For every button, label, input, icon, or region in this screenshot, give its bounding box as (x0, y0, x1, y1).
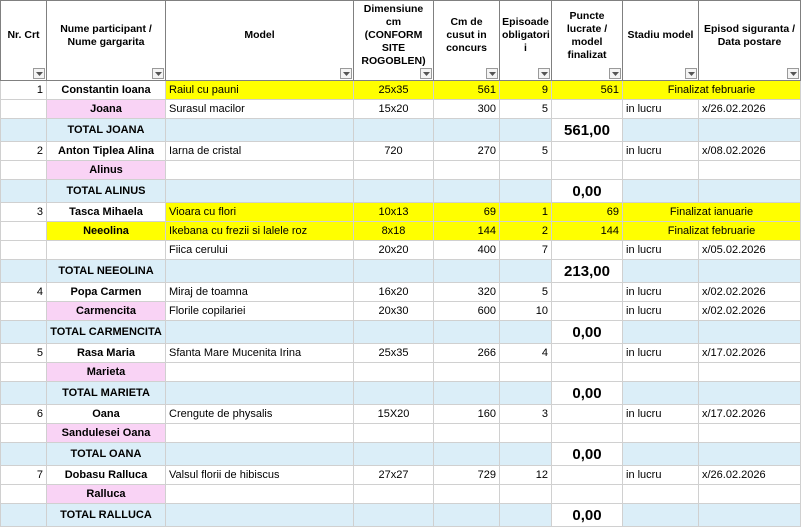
cell-empty[interactable] (699, 504, 801, 527)
total-value[interactable]: 561,00 (552, 119, 623, 142)
cell-participant[interactable]: Dobasu Ralluca (47, 466, 166, 485)
cell-episoade[interactable]: 5 (500, 142, 552, 161)
cell-participant[interactable]: Rasa Maria (47, 344, 166, 363)
cell-episod[interactable]: x/02.02.2026 (699, 283, 801, 302)
cell-stadiu-merged[interactable]: Finalizat februarie (623, 222, 801, 241)
cell-episoade[interactable]: 4 (500, 344, 552, 363)
cell-dimensiune[interactable]: 20x30 (354, 302, 434, 321)
table-row (1, 100, 801, 119)
cell-puncte[interactable] (552, 344, 623, 363)
cell-empty[interactable] (354, 260, 434, 283)
cell-episoade[interactable] (500, 424, 552, 443)
filter-dropdown-icon[interactable] (538, 68, 550, 79)
cell-stadiu[interactable] (623, 161, 699, 180)
table-row (1, 363, 801, 382)
cell-participant[interactable]: Oana (47, 405, 166, 424)
cell-episod[interactable]: x/26.02.2026 (699, 100, 801, 119)
cell-empty[interactable] (699, 119, 801, 142)
total-row (1, 443, 801, 466)
table-row (1, 466, 801, 485)
cell-empty[interactable] (166, 119, 354, 142)
cell-stadiu[interactable]: in lucru (623, 405, 699, 424)
cell-episoade[interactable]: 12 (500, 466, 552, 485)
cell-cm[interactable]: 69 (434, 203, 500, 222)
cell-dimensiune[interactable]: 720 (354, 142, 434, 161)
cell-stadiu[interactable] (623, 363, 699, 382)
cell-empty[interactable] (166, 260, 354, 283)
cell-empty[interactable] (434, 180, 500, 203)
cell-dimensiune[interactable] (354, 363, 434, 382)
filter-dropdown-icon[interactable] (609, 68, 621, 79)
table-row (1, 222, 801, 241)
cell-stadiu[interactable]: in lucru (623, 241, 699, 260)
total-label[interactable]: TOTAL RALLUCA (47, 504, 166, 527)
cell-nr[interactable] (1, 161, 47, 180)
cell-model[interactable]: Ikebana cu frezii si lalele roz (166, 222, 354, 241)
cell-puncte[interactable] (552, 405, 623, 424)
table-row (1, 161, 801, 180)
cell-episod[interactable] (699, 485, 801, 504)
table-row (1, 142, 801, 161)
cell-stadiu[interactable]: in lucru (623, 283, 699, 302)
cell-empty[interactable] (623, 504, 699, 527)
total-row (1, 119, 801, 142)
cell-episod[interactable]: x/08.02.2026 (699, 142, 801, 161)
total-value[interactable]: 213,00 (552, 260, 623, 283)
cell-nr[interactable] (1, 222, 47, 241)
cell-participant[interactable]: Ralluca (47, 485, 166, 504)
cell-puncte[interactable] (552, 100, 623, 119)
total-row (1, 260, 801, 283)
table-row (1, 81, 801, 100)
cell-episod[interactable]: x/02.02.2026 (699, 302, 801, 321)
cell-empty[interactable] (354, 180, 434, 203)
cell-empty[interactable] (623, 119, 699, 142)
cell-participant[interactable]: Alinus (47, 161, 166, 180)
header-row (1, 1, 801, 81)
cell-participant[interactable]: Popa Carmen (47, 283, 166, 302)
total-value[interactable]: 0,00 (552, 443, 623, 466)
cell-cm[interactable]: 561 (434, 81, 500, 100)
cell-nr[interactable] (1, 363, 47, 382)
cell-dimensiune[interactable] (354, 424, 434, 443)
cell-cm[interactable]: 266 (434, 344, 500, 363)
cell-episoade[interactable] (500, 161, 552, 180)
cell-empty[interactable] (500, 382, 552, 405)
total-row (1, 382, 801, 405)
cell-empty[interactable] (1, 504, 47, 527)
table-row (1, 485, 801, 504)
cell-episod[interactable]: x/17.02.2026 (699, 405, 801, 424)
cell-episoade[interactable]: 5 (500, 283, 552, 302)
cell-model[interactable]: Fiica cerului (166, 241, 354, 260)
cell-dimensiune[interactable]: 10x13 (354, 203, 434, 222)
header-episoade: Episoade obligatori i (500, 1, 552, 81)
cell-empty[interactable] (434, 443, 500, 466)
cell-model[interactable]: Vioara cu flori (166, 203, 354, 222)
cell-puncte[interactable] (552, 241, 623, 260)
cell-model[interactable] (166, 424, 354, 443)
cell-empty[interactable] (699, 180, 801, 203)
cell-cm[interactable] (434, 161, 500, 180)
cell-stadiu[interactable]: in lucru (623, 302, 699, 321)
cell-participant[interactable] (47, 241, 166, 260)
cell-nr[interactable]: 1 (1, 81, 47, 100)
cell-episoade[interactable]: 2 (500, 222, 552, 241)
cell-empty[interactable] (500, 119, 552, 142)
cell-model[interactable] (166, 485, 354, 504)
cell-model[interactable]: Valsul florii de hibiscus (166, 466, 354, 485)
cell-empty[interactable] (1, 260, 47, 283)
total-label[interactable]: TOTAL OANA (47, 443, 166, 466)
cell-stadiu-merged[interactable]: Finalizat februarie (623, 81, 801, 100)
cell-stadiu[interactable]: in lucru (623, 466, 699, 485)
cell-stadiu[interactable]: in lucru (623, 344, 699, 363)
header-participant: Nume participant / Nume gargarita (47, 1, 166, 81)
cell-empty[interactable] (623, 443, 699, 466)
total-row (1, 180, 801, 203)
cell-episoade[interactable]: 9 (500, 81, 552, 100)
cell-nr[interactable] (1, 424, 47, 443)
cell-nr[interactable]: 5 (1, 344, 47, 363)
cell-model[interactable]: Sfanta Mare Mucenita Irina (166, 344, 354, 363)
cell-empty[interactable] (500, 260, 552, 283)
cell-empty[interactable] (434, 504, 500, 527)
filter-dropdown-icon[interactable] (486, 68, 498, 79)
cell-episoade[interactable]: 5 (500, 100, 552, 119)
cell-puncte[interactable] (552, 363, 623, 382)
filter-dropdown-icon[interactable] (152, 68, 164, 79)
header-puncte: Puncte lucrate / model finalizat (552, 1, 623, 81)
cell-nr[interactable]: 3 (1, 203, 47, 222)
cell-cm[interactable] (434, 485, 500, 504)
cell-dimensiune[interactable]: 25x35 (354, 81, 434, 100)
filter-dropdown-icon[interactable] (787, 68, 799, 79)
table-row (1, 424, 801, 443)
header-nr: Nr. Crt (1, 1, 47, 81)
cell-empty[interactable] (166, 321, 354, 344)
cell-participant[interactable]: Anton Tiplea Alina (47, 142, 166, 161)
cell-episod[interactable]: x/26.02.2026 (699, 466, 801, 485)
total-label[interactable]: TOTAL ALINUS (47, 180, 166, 203)
cell-empty[interactable] (166, 382, 354, 405)
cell-empty[interactable] (1, 119, 47, 142)
cell-model[interactable]: Surasul macilor (166, 100, 354, 119)
cell-nr[interactable] (1, 302, 47, 321)
cell-participant[interactable]: Neeolina (47, 222, 166, 241)
cell-episoade[interactable]: 3 (500, 405, 552, 424)
total-label[interactable]: TOTAL CARMENCITA (47, 321, 166, 344)
cell-cm[interactable]: 400 (434, 241, 500, 260)
cell-cm[interactable] (434, 363, 500, 382)
total-label[interactable]: TOTAL JOANA (47, 119, 166, 142)
table-row (1, 405, 801, 424)
header-dimensiune: Dimensiune cm (CONFORM SITE ROGOBLEN) (354, 1, 434, 81)
cell-episoade[interactable] (500, 485, 552, 504)
cell-empty[interactable] (623, 180, 699, 203)
cell-dimensiune[interactable]: 8x18 (354, 222, 434, 241)
cell-empty[interactable] (699, 321, 801, 344)
cell-empty[interactable] (434, 321, 500, 344)
cell-stadiu[interactable] (623, 485, 699, 504)
cell-dimensiune[interactable]: 25x35 (354, 344, 434, 363)
cell-empty[interactable] (1, 180, 47, 203)
cell-participant[interactable]: Sandulesei Oana (47, 424, 166, 443)
header-episod: Episod siguranta / Data postare (699, 1, 801, 81)
filter-dropdown-icon[interactable] (340, 68, 352, 79)
cell-puncte[interactable]: 144 (552, 222, 623, 241)
cell-puncte[interactable]: 561 (552, 81, 623, 100)
cell-empty[interactable] (166, 504, 354, 527)
total-value[interactable]: 0,00 (552, 321, 623, 344)
cell-nr[interactable] (1, 241, 47, 260)
cell-nr[interactable]: 2 (1, 142, 47, 161)
filter-dropdown-icon[interactable] (33, 68, 45, 79)
cell-empty[interactable] (354, 382, 434, 405)
cell-episoade[interactable]: 7 (500, 241, 552, 260)
cell-empty[interactable] (623, 260, 699, 283)
cell-nr[interactable] (1, 100, 47, 119)
table-row (1, 302, 801, 321)
cell-episoade[interactable] (500, 363, 552, 382)
cell-model[interactable]: Iarna de cristal (166, 142, 354, 161)
cell-puncte[interactable] (552, 142, 623, 161)
cell-nr[interactable]: 7 (1, 466, 47, 485)
cell-dimensiune[interactable] (354, 161, 434, 180)
cell-empty[interactable] (699, 382, 801, 405)
cell-puncte[interactable] (552, 424, 623, 443)
table-row (1, 203, 801, 222)
total-row (1, 321, 801, 344)
cell-empty[interactable] (500, 443, 552, 466)
cell-dimensiune[interactable]: 16x20 (354, 283, 434, 302)
header-model: Model (166, 1, 354, 81)
total-value[interactable]: 0,00 (552, 504, 623, 527)
cell-participant[interactable]: Tasca Mihaela (47, 203, 166, 222)
cell-cm[interactable]: 729 (434, 466, 500, 485)
cell-model[interactable]: Raiul cu pauni (166, 81, 354, 100)
cell-cm[interactable]: 300 (434, 100, 500, 119)
cell-puncte[interactable]: 69 (552, 203, 623, 222)
cell-empty[interactable] (500, 504, 552, 527)
cell-stadiu[interactable]: in lucru (623, 100, 699, 119)
cell-stadiu-merged[interactable]: Finalizat ianuarie (623, 203, 801, 222)
total-row (1, 504, 801, 527)
total-value[interactable]: 0,00 (552, 180, 623, 203)
cell-empty[interactable] (1, 382, 47, 405)
cell-empty[interactable] (166, 443, 354, 466)
total-label[interactable]: TOTAL MARIETA (47, 382, 166, 405)
cell-puncte[interactable] (552, 485, 623, 504)
cell-stadiu[interactable] (623, 424, 699, 443)
cell-episoade[interactable]: 10 (500, 302, 552, 321)
cell-empty[interactable] (434, 382, 500, 405)
cell-empty[interactable] (354, 119, 434, 142)
cell-empty[interactable] (354, 321, 434, 344)
total-label[interactable]: TOTAL NEEOLINA (47, 260, 166, 283)
cell-dimensiune[interactable]: 15x20 (354, 100, 434, 119)
cell-dimensiune[interactable] (354, 485, 434, 504)
cell-puncte[interactable] (552, 161, 623, 180)
cell-nr[interactable]: 6 (1, 405, 47, 424)
cell-empty[interactable] (500, 180, 552, 203)
cell-empty[interactable] (699, 260, 801, 283)
cell-participant[interactable]: Constantin Ioana (47, 81, 166, 100)
cell-model[interactable] (166, 363, 354, 382)
cell-empty[interactable] (1, 321, 47, 344)
table-row (1, 241, 801, 260)
cell-empty[interactable] (500, 321, 552, 344)
filter-dropdown-icon[interactable] (420, 68, 432, 79)
cell-cm[interactable]: 160 (434, 405, 500, 424)
cell-stadiu[interactable]: in lucru (623, 142, 699, 161)
cell-dimensiune[interactable]: 27x27 (354, 466, 434, 485)
cell-episod[interactable] (699, 161, 801, 180)
table-row (1, 344, 801, 363)
filter-dropdown-icon[interactable] (685, 68, 697, 79)
cell-puncte[interactable] (552, 283, 623, 302)
cell-cm[interactable] (434, 424, 500, 443)
cell-episoade[interactable]: 1 (500, 203, 552, 222)
cell-cm[interactable]: 320 (434, 283, 500, 302)
cell-empty[interactable] (434, 119, 500, 142)
cell-cm[interactable]: 600 (434, 302, 500, 321)
header-cm: Cm de cusut in concurs (434, 1, 500, 81)
cell-cm[interactable]: 144 (434, 222, 500, 241)
cell-model[interactable]: Florile copilariei (166, 302, 354, 321)
cell-participant[interactable]: Carmencita (47, 302, 166, 321)
cell-empty[interactable] (434, 260, 500, 283)
cell-empty[interactable] (354, 504, 434, 527)
total-value[interactable]: 0,00 (552, 382, 623, 405)
cell-episod[interactable] (699, 424, 801, 443)
cell-dimensiune[interactable]: 20x20 (354, 241, 434, 260)
cell-model[interactable]: Miraj de toamna (166, 283, 354, 302)
cell-episod[interactable]: x/17.02.2026 (699, 344, 801, 363)
cell-cm[interactable]: 270 (434, 142, 500, 161)
cell-nr[interactable] (1, 485, 47, 504)
cell-empty[interactable] (1, 443, 47, 466)
table-row (1, 283, 801, 302)
cell-puncte[interactable] (552, 302, 623, 321)
cell-participant[interactable]: Marieta (47, 363, 166, 382)
cell-episod[interactable]: x/05.02.2026 (699, 241, 801, 260)
cell-model[interactable]: Crengute de physalis (166, 405, 354, 424)
header-stadiu: Stadiu model (623, 1, 699, 81)
cell-nr[interactable]: 4 (1, 283, 47, 302)
cell-episod[interactable] (699, 363, 801, 382)
cell-puncte[interactable] (552, 466, 623, 485)
cell-empty[interactable] (354, 443, 434, 466)
cell-model[interactable] (166, 161, 354, 180)
cell-empty[interactable] (623, 382, 699, 405)
cell-empty[interactable] (623, 321, 699, 344)
cell-participant[interactable]: Joana (47, 100, 166, 119)
cell-empty[interactable] (166, 180, 354, 203)
table-body (1, 81, 801, 527)
cell-empty[interactable] (699, 443, 801, 466)
cell-dimensiune[interactable]: 15X20 (354, 405, 434, 424)
